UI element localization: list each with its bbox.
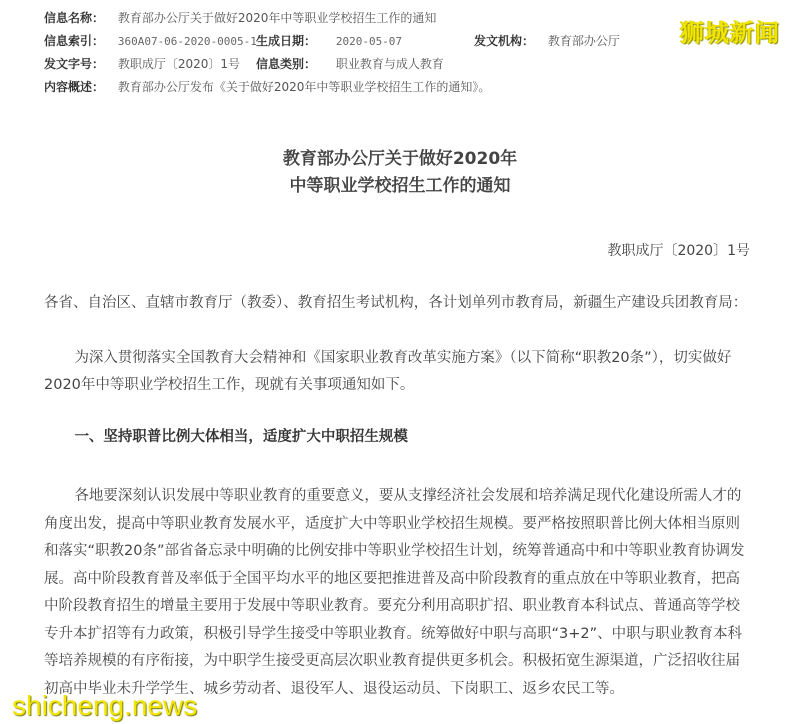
summary-label: 内容概述：	[44, 80, 105, 94]
title-line-2: 中等职业学校招生工作的通知	[289, 176, 511, 196]
index-value: 360A07-06-2020-0005-1	[117, 35, 257, 48]
document-number: 教职成厅〔2020〕1号	[607, 243, 750, 259]
section-heading-1: 一、坚持职普比例大体相当，适度扩大中职招生规模	[74, 429, 408, 445]
title-line-1: 教育部办公厅关于做好2020年	[282, 149, 518, 169]
paragraph-section-1: 各地要深刻认识发展中等职业教育的重要意义，要从支撑经济社会发展和培养满足现代化建设所需人才的角度出发，提高中等职业教育发展水平，适度扩大中等职业学校招生规模。要严格按照职普比例大体相当原则和落实“职教20条”部省备忘录中明确的比例安排中等职业学校招生计划，统筹普通高中和中等职业教育协调发展。高中阶段教育普及率低于全国平均水平的地区要把推进普及高中阶段教育的重点放在中等职业教育，把高中阶段教育招生的增量主要用于发展中等职业教育。要充分利用高职扩招、职业教育本科试点、普通高等学校专升本扩招等有力政策，积极引导学生接受中等职业教育。统筹做好中职与高职“3+2”、中职与职业教育本科等培养规模的有序衔接，为中职学生接受更高层次职业教育提供更多机会。积极拓宽生源渠道，广泛招收往届初高中毕业未升学学生、城乡劳动者、退役军人、退役运动员、下岗职工、返乡农民工等。	[44, 488, 745, 697]
meta-row-index	[44, 30, 620, 53]
document-title	[0, 146, 800, 200]
info-name-value: 教育部办公厅关于做好2020年中等职业学校招生工作的通知	[117, 11, 437, 25]
docno-value: 教职成厅〔2020〕1号	[117, 57, 241, 71]
summary-value: 教育部办公厅发布《关于做好2020年中等职业学校招生工作的通知》。	[117, 80, 491, 94]
issuer-value: 教育部办公厅	[547, 34, 620, 48]
site-watermark: shicheng.news	[12, 690, 198, 721]
paragraph-intro: 为深入贯彻落实全国教育大会精神和《国家职业教育改革实施方案》（以下简称“职教20条”），切实做好2020年中等职业学校招生工作，现就有关事项通知如下。	[44, 350, 732, 393]
category-value: 职业教育与成人教育	[335, 57, 444, 71]
issuer-label: 发文机构：	[474, 34, 535, 48]
category-label: 信息类别：	[256, 57, 317, 71]
docno-label: 发文字号：	[44, 57, 105, 71]
document-metadata	[44, 7, 620, 99]
meta-row-info-name	[44, 7, 490, 30]
index-label: 信息索引：	[44, 34, 105, 48]
meta-row-summary	[44, 76, 490, 99]
date-value: 2020-05-07	[335, 35, 403, 48]
date-label: 生成日期：	[256, 34, 317, 48]
info-name-label: 信息名称：	[44, 11, 105, 25]
addressee: 各省、自治区、直辖市教育厅（教委）、教育招生考试机构，各计划单列市教育局，新疆生产建设兵团教育局：	[44, 295, 748, 311]
brand-watermark: 狮城新闻	[680, 19, 780, 47]
meta-row-docno	[44, 53, 490, 76]
